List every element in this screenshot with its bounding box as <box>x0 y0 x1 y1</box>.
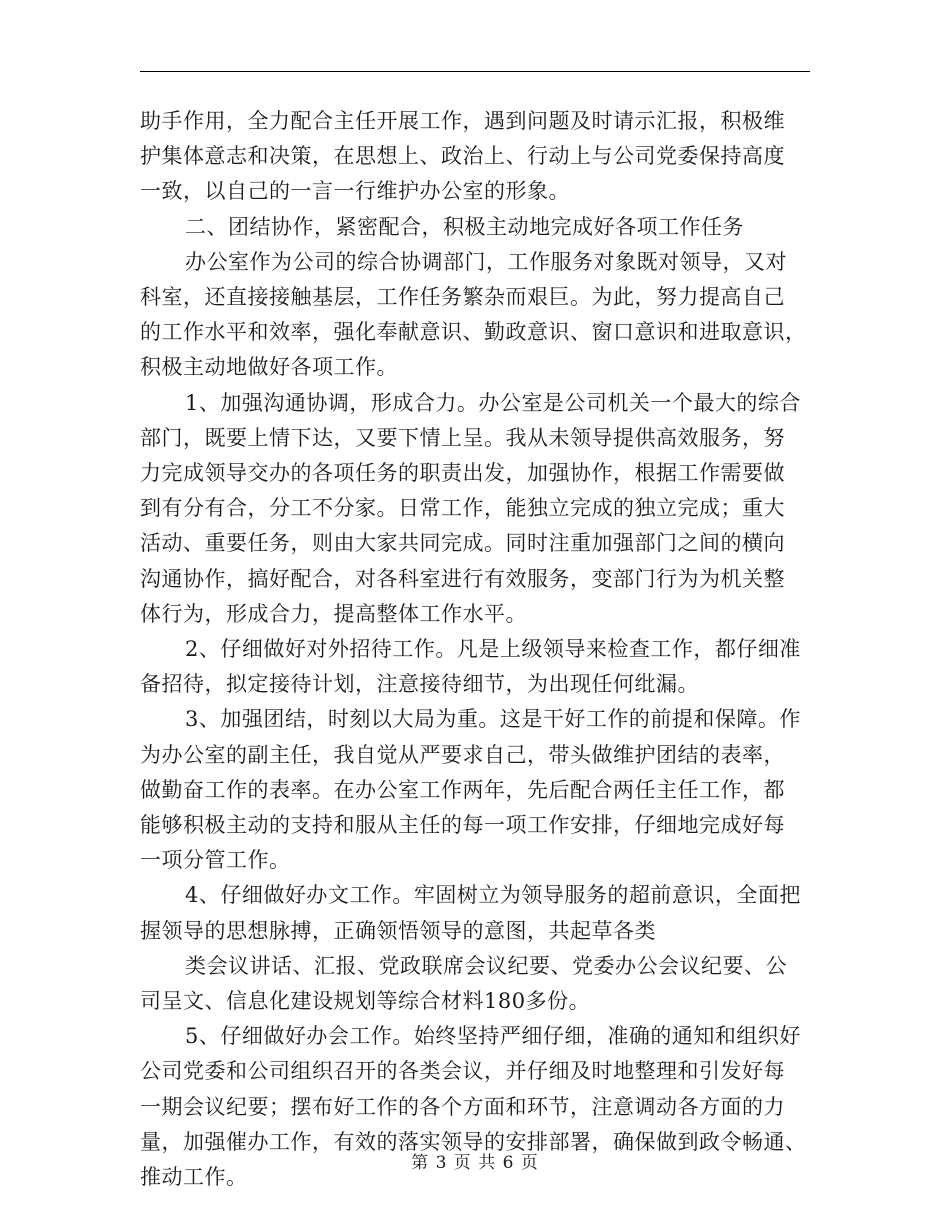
text-line: 力完成领导交办的各项任务的职责出发，加强协作，根据工作需要做 <box>140 461 785 486</box>
text-line: 1、加强沟通协调，形成合力。办公室是公司机关一个最大的综合 <box>185 390 801 415</box>
text-line: 3、加强团结，时刻以大局为重。这是干好工作的前提和保障。作 <box>185 707 801 732</box>
text-line: 的工作水平和效率，强化奉献意识、勤政意识、窗口意识和进取意识， <box>140 320 807 345</box>
text-line: 二、团结协作，紧密配合，积极主动地完成好各项工作任务 <box>185 214 744 239</box>
text-line: 2、仔细做好对外招待工作。凡是上级领导来检查工作，都仔细准 <box>185 637 801 662</box>
text-line: 护集体意志和决策，在思想上、政治上、行动上与公司党委保持高度 <box>140 144 785 169</box>
text-line: 部门，既要上情下达，又要下情上呈。我从未领导提供高效服务，努 <box>140 425 785 450</box>
text-line: 为办公室的副主任，我自觉从严要求自己，带头做维护团结的表率， <box>140 742 785 767</box>
text-line: 助手作用，全力配合主任开展工作，遇到问题及时请示汇报，积极维 <box>140 109 785 133</box>
text-line: 沟通协作，搞好配合，对各科室进行有效服务，变部门行为为机关整 <box>140 566 785 591</box>
text-line: 量，加强催办工作，有效的落实领导的安排部署，确保做到政令畅通、 <box>140 1129 807 1154</box>
text-line: 备招待，拟定接待计划，注意接待细节，为出现任何纰漏。 <box>140 672 699 697</box>
text-line: 能够积极主动的支持和服从主任的每一项工作安排，仔细地完成好每 <box>140 813 785 838</box>
text-line: 积极主动地做好各项工作。 <box>140 355 398 380</box>
text-line: 活动、重要任务，则由大家共同完成。同时注重加强部门之间的横向 <box>140 531 785 556</box>
text-line: 办公室作为公司的综合协调部门，工作服务对象既对领导，又对 <box>185 249 787 274</box>
document-body <box>140 104 812 1195</box>
text-line: 类会议讲话、汇报、党政联席会议纪要、党委办公会议纪要、公 <box>185 953 787 978</box>
text-line: 科室，还直接接触基层，工作任务繁杂而艰巨。为此，努力提高自己 <box>140 285 785 310</box>
text-line: 体行为，形成合力，提高整体工作水平。 <box>140 601 527 626</box>
text-line: 做勤奋工作的表率。在办公室工作两年，先后配合两任主任工作，都 <box>140 777 785 802</box>
text-line: 一项分管工作。 <box>140 848 291 873</box>
text-line: 推动工作。 <box>140 1165 248 1190</box>
text-line: 5、仔细做好办会工作。始终坚持严细仔细，准确的通知和组织好 <box>185 1024 801 1049</box>
text-line: 握领导的思想脉搏，正确领悟领导的意图，共起草各类 <box>140 918 656 943</box>
text-line: 一致，以自己的一言一行维护办公室的形象。 <box>140 179 570 204</box>
text-line: 公司党委和公司组织召开的各类会议，并仔细及时地整理和引发好每 <box>140 1059 785 1084</box>
text-line: 司呈文、信息化建设规划等综合材料180多份。 <box>140 989 591 1014</box>
page-number: 第 3 页 共 6 页 <box>411 1153 539 1173</box>
text-line: 4、仔细做好办文工作。牢固树立为领导服务的超前意识，全面把 <box>185 883 801 908</box>
text-line: 到有分有合，分工不分家。日常工作，能独立完成的独立完成；重大 <box>140 496 785 521</box>
text-line: 一期会议纪要；摆布好工作的各个方面和环节，注意调动各方面的力 <box>140 1094 785 1119</box>
header-rule <box>140 71 810 72</box>
